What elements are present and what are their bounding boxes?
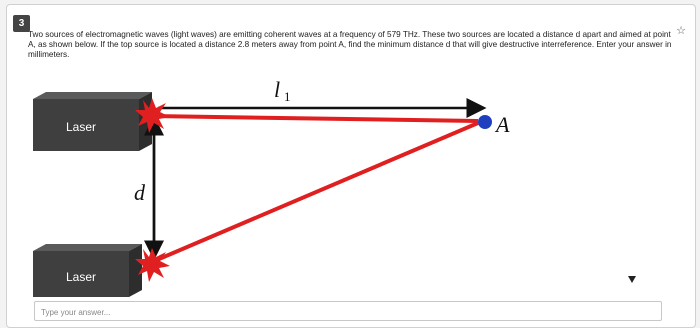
l1-subscript: 1 (284, 89, 291, 104)
question-number: 3 (13, 15, 30, 32)
point-a-marker (478, 115, 492, 129)
top-laser-label: Laser (65, 120, 97, 134)
d-label: d (134, 180, 145, 205)
pin-icon[interactable]: ☆ (676, 25, 686, 37)
top-laser (33, 92, 152, 151)
answer-field[interactable] (34, 301, 662, 321)
l1-label: l (274, 77, 281, 102)
mouse-cursor-icon (628, 276, 636, 283)
bottom-beam (152, 123, 478, 262)
point-a-label: A (496, 112, 510, 137)
top-beam (152, 116, 478, 121)
answer-input[interactable] (35, 304, 661, 322)
question-text: Two sources of electromagnetic waves (light waves) are emitting coherent waves at a frequency of 579 THz. These two sources are located a distance d apart and aimed at point A, as shown below. If the top source is located a distance 2.8 meters away from point A, find the minimum distance d that will give destructive interreference. Enter your answer in millimeters. (28, 30, 672, 59)
bottom-laser-label: Laser (65, 270, 97, 284)
bottom-laser (33, 244, 142, 297)
